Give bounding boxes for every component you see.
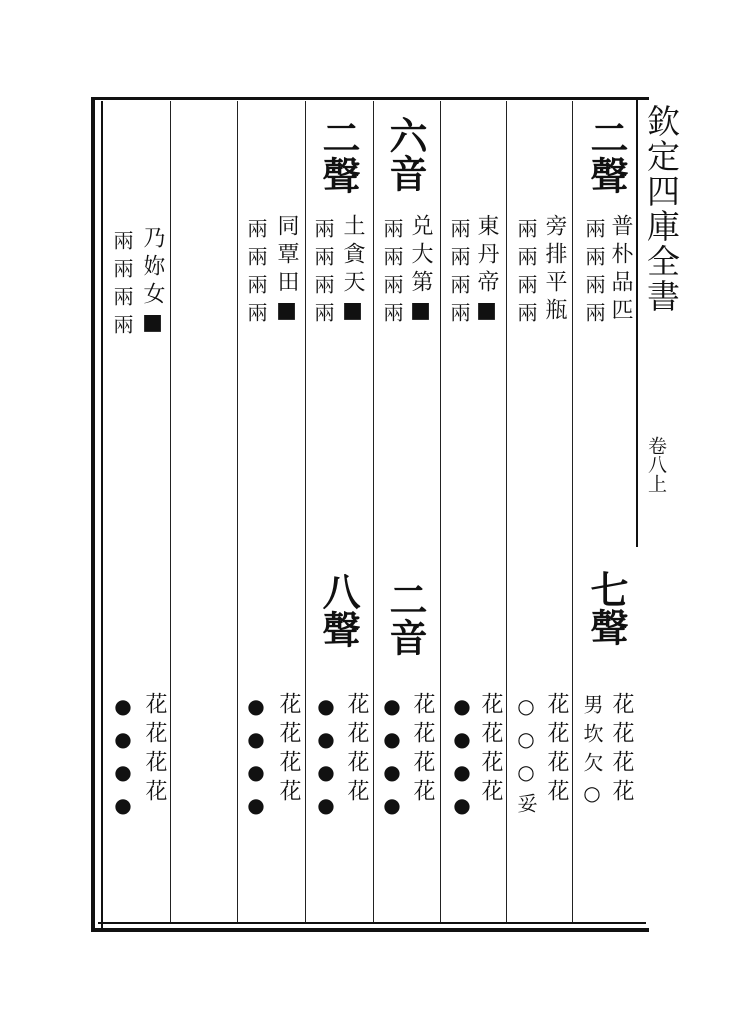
column-3-sound-chars: 兩兩兩兩 bbox=[447, 218, 471, 330]
column-1-flower-chars: 花花花花 bbox=[609, 692, 634, 808]
frame-inner-bottom-rule bbox=[98, 922, 646, 924]
column-rule bbox=[305, 101, 306, 922]
column-1-bottom-heading: 七聲 bbox=[584, 570, 629, 646]
column-4-marks: ●●●● bbox=[380, 694, 404, 826]
column-1-top-heading: 二聲 bbox=[584, 118, 629, 194]
column-2-rhyme-chars: 旁排平瓶 bbox=[542, 214, 567, 326]
column-8-marks: ●●●● bbox=[111, 694, 135, 826]
column-4-rhyme-chars: 兑大第■ bbox=[408, 214, 433, 329]
column-1-marks: 男坎欠○ bbox=[580, 694, 604, 814]
column-5-flower-chars: 花花花花 bbox=[344, 692, 369, 808]
column-2-flower-chars: 花花花花 bbox=[544, 692, 569, 808]
column-5-bottom-heading: 八聲 bbox=[316, 572, 361, 648]
column-6-rhyme-chars: 同覃田■ bbox=[274, 214, 299, 329]
column-5-rhyme-chars: 土貪天■ bbox=[340, 214, 365, 329]
column-rule bbox=[572, 101, 573, 922]
column-8-flower-chars: 花花花花 bbox=[142, 692, 167, 808]
column-rule bbox=[170, 101, 171, 922]
column-5-top-heading: 二聲 bbox=[316, 118, 361, 194]
column-5-marks: ●●●● bbox=[314, 694, 338, 826]
column-8-rhyme-chars: 乃妳女■ bbox=[140, 226, 165, 341]
volume-label: 卷八上 bbox=[645, 436, 667, 493]
column-6-sound-chars: 兩兩兩兩 bbox=[244, 218, 268, 330]
column-3-flower-chars: 花花花花 bbox=[478, 692, 503, 808]
column-2-sound-chars: 兩兩兩兩 bbox=[514, 218, 538, 330]
frame-inner-left-rule bbox=[101, 101, 103, 928]
column-4-sound-chars: 兩兩兩兩 bbox=[380, 218, 404, 330]
book-title: 欽定四庫全書 bbox=[642, 104, 681, 314]
banner-rule bbox=[636, 97, 638, 547]
column-8-sound-chars: 兩兩兩兩 bbox=[110, 230, 134, 342]
column-5-sound-chars: 兩兩兩兩 bbox=[311, 218, 335, 330]
column-4-bottom-heading: 二音 bbox=[383, 580, 428, 656]
column-3-marks: ●●●● bbox=[450, 694, 474, 826]
column-4-flower-chars: 花花花花 bbox=[410, 692, 435, 808]
column-4-top-heading: 六音 bbox=[383, 116, 428, 192]
column-6-marks: ●●●● bbox=[244, 694, 268, 826]
column-6-flower-chars: 花花花花 bbox=[276, 692, 301, 808]
column-1-rhyme-chars: 普朴品匹 bbox=[608, 214, 633, 326]
column-rule bbox=[373, 101, 374, 922]
column-3-rhyme-chars: 東丹帝■ bbox=[474, 214, 499, 329]
column-rule bbox=[237, 101, 238, 922]
column-2-marks: ○○○妥 bbox=[514, 694, 538, 822]
column-1-sound-chars: 兩兩兩兩 bbox=[582, 218, 606, 330]
column-rule bbox=[506, 101, 507, 922]
column-rule bbox=[440, 101, 441, 922]
